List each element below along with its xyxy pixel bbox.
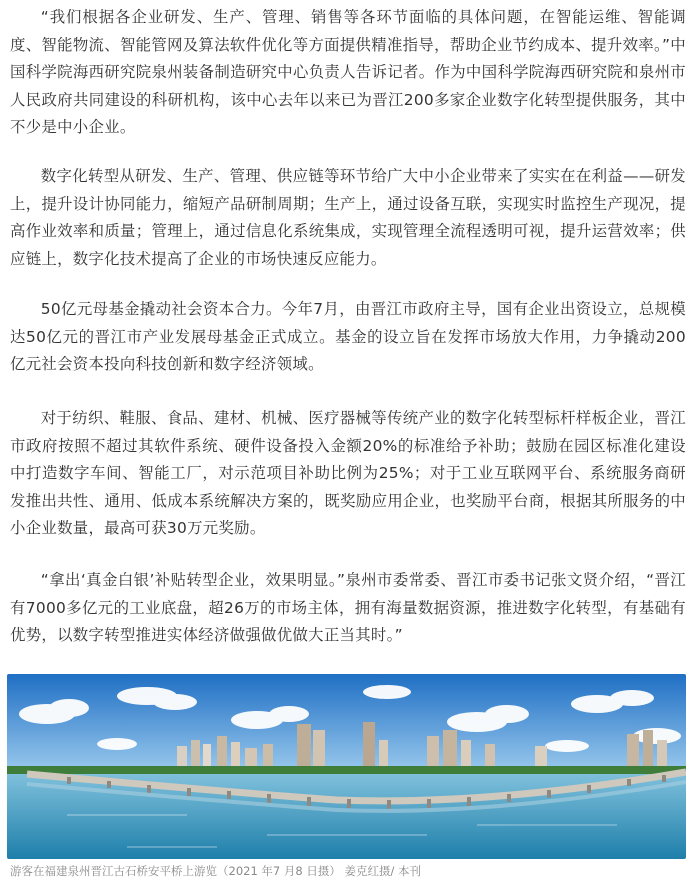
paragraph-1: “我们根据各企业研发、生产、管理、销售等各环节面临的具体问题，在智能运维、智能调度、智能物流、智能管网及算法软件优化等方面提供精准指导，帮助企业节约成本、提升效率。”中国科学院海西研究院泉州装备制造研究中心负责人告诉记者。作为中国科学院海西研究院和泉州市人民政府共同建设的科研机构，该中心去年以来已为晋江200多家企业数字化转型提供服务，其中不少是中小企业。 (10, 8, 686, 136)
photo-illustration (7, 674, 686, 859)
paragraph-5: “拿出‘真金白银’补贴转型企业，效果明显。”泉州市委常委、晋江市委书记张文贤介绍，“晋江有7000多亿元的工业底盘，超26万的市场主体，拥有海量数据资源，推进数字化转型，有基础有优势，以数字转型推进实体经济做强做优做大正当其时。” (10, 571, 686, 644)
sky (7, 674, 686, 774)
paragraph-3: 50亿元母基金撬动社会资本合力。今年7月，由晋江市政府主导，国有企业出资设立，总规模达50亿元的晋江市产业发展母基金正式成立。基金的设立旨在发挥市场放大作用，力争撬动200亿元社会资本投向科技创新和数字经济领域。 (10, 300, 686, 373)
photo-caption: 游客在福建泉州晋江古石桥安平桥上游览（2021 年7 月8 日摄） 姜克红摄/ 本刊 (10, 864, 422, 878)
anping-bridge-photo (7, 674, 686, 859)
paragraph-4: 对于纺织、鞋服、食品、建材、机械、医疗器械等传统产业的数字化转型标杆样板企业，晋江市政府按照不超过其软件系统、硬件设备投入金额20%的标准给予补助；鼓励在园区标准化建设中打造数字车间、智能工厂，对示范项目补助比例为25%；对于工业互联网平台、系统服务商研发推出共性、通用、低成本系统解决方案的，既奖励应用企业，也奖励平台商，根据其所服务的中小企业数量，最高可获30万元奖励。 (10, 409, 686, 537)
paragraph-2: 数字化转型从研发、生产、管理、供应链等环节给广大中小企业带来了实实在在利益——研发上，提升设计协同能力，缩短产品研制周期；生产上，通过设备互联，实现实时监控生产现况，提高作业效率和质量；管理上，通过信息化系统集成，实现管理全流程透明可视，提升运营效率；供应链上，数字化技术提高了企业的市场快速反应能力。 (10, 167, 686, 268)
